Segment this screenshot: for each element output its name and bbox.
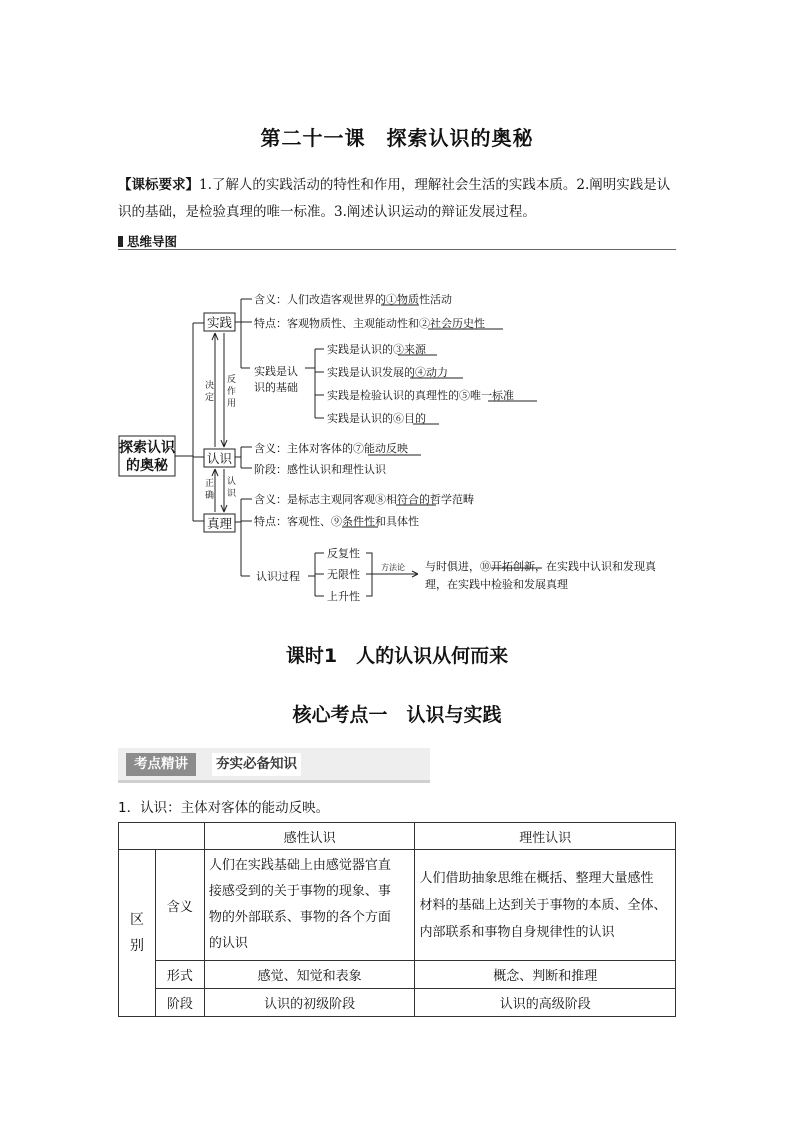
table-header-row — [119, 823, 676, 850]
stage-rational: 认识的高级阶段 — [415, 989, 676, 1017]
basis-item: 实践是认识的⑥目的 — [327, 412, 426, 425]
header-rational: 理性认识 — [415, 823, 676, 850]
decide-react-arrows — [215, 333, 224, 447]
cognition-node: 认识 — [206, 451, 233, 466]
cognition-stage: 阶段：感性认识和理性认识 — [254, 463, 386, 476]
truth-trait: 特点：客观性、⑨条件性和具体性 — [254, 515, 419, 528]
process-label: 认识过程 — [256, 570, 300, 583]
point-1: 1．认识：主体对客体的能动反映。 — [118, 800, 330, 816]
method-line-2: 理，在实践中检验和发展真理 — [425, 578, 568, 591]
method-label: 方法论 — [381, 563, 405, 572]
root-line-2: 的奥秘 — [126, 458, 168, 474]
truth-meaning: 含义：是标志主观同客观⑧相符合的哲学范畴 — [254, 493, 474, 506]
key-points-banner — [118, 748, 430, 783]
method-arrow — [366, 553, 418, 596]
practice-meaning: 含义：人们改造客观世界的①物质性活动 — [254, 293, 452, 306]
row-label: 形式 — [155, 961, 204, 989]
cognition-bracket — [235, 447, 252, 468]
process-bracket — [308, 553, 324, 596]
requirements-text: 1.了解人的实践活动的特性和作用，理解社会生活的实践本质。2.阐明实践是认识的基础，是检验真理的唯一标准。3.阐述认识运动的辩证发展过程。 — [118, 177, 671, 220]
arrowheads-1 — [212, 333, 227, 447]
react-3: 用 — [227, 399, 237, 409]
correct-2: 确 — [205, 491, 215, 501]
process-item: 上升性 — [327, 590, 360, 603]
page-title: 第二十一课 探索认识的奥秘 — [260, 126, 534, 150]
truth-node: 真理 — [206, 516, 233, 531]
basis-label-2: 识的基础 — [254, 381, 298, 394]
group-label: 区 别 — [119, 850, 156, 1017]
cognition-meaning: 含义：主体对客体的⑦能动反映 — [254, 442, 408, 455]
row-label: 阶段 — [155, 989, 204, 1017]
react-1: 反 — [227, 375, 237, 385]
table-row — [119, 850, 676, 961]
basis-item: 实践是认识发展的④动力 — [327, 366, 448, 379]
meaning-rational: 人们借助抽象思维在概括、整理大量感性 材料的基础上达到关于事物的本质、全体、 内部联系和事物自身规律性的认识 — [415, 850, 676, 961]
react-2: 作 — [227, 387, 237, 397]
comparison-table — [118, 822, 676, 1017]
truth-bracket — [235, 499, 252, 576]
form-perceptual: 感觉、知觉和表象 — [204, 961, 415, 989]
decide-2: 定 — [205, 393, 215, 403]
root-bracket — [175, 323, 204, 521]
lesson-title: 课时1 人的认识从何而来 — [285, 645, 509, 667]
method-line-1: 与时俱进，⑩开拓创新，在实践中认识和发现真 — [425, 560, 656, 573]
decide-1: 决 — [205, 381, 215, 391]
correct-know-arrows — [215, 469, 224, 512]
practice-node: 实践 — [206, 315, 233, 330]
basis-label-1: 实践是认 — [254, 365, 298, 378]
process-item: 无限性 — [327, 568, 360, 581]
basis-item: 实践是认识的③来源 — [327, 343, 426, 356]
process-item: 反复性 — [327, 547, 360, 560]
know-2: 识 — [227, 489, 237, 499]
row-label: 含义 — [155, 850, 204, 961]
practice-trait: 特点：客观物质性、主观能动性和②社会历史性 — [254, 317, 485, 330]
meaning-perceptual: 人们在实践基础上由感觉器官直 接感受到的关于事物的现象、事 物的外部联系、事物的各个方面 的认识 — [204, 850, 415, 961]
root-line-1: 探索认识 — [119, 440, 175, 456]
banner-left: 考点精讲 — [126, 753, 196, 776]
correct-1: 正 — [205, 479, 215, 489]
table-row — [119, 989, 676, 1017]
basis-bracket — [305, 349, 324, 418]
header-perceptual: 感性认识 — [204, 823, 415, 850]
basis-item: 实践是检验认识的真理性的⑤唯一标准 — [327, 389, 514, 402]
practice-bracket — [235, 299, 252, 368]
banner-right: 夯实必备知识 — [212, 753, 301, 776]
table-row — [119, 961, 676, 989]
know-1: 认 — [227, 477, 237, 487]
mindmap-label: 思维导图 — [127, 234, 178, 249]
arrowheads-2 — [212, 469, 227, 512]
form-rational: 概念、判断和推理 — [415, 961, 676, 989]
section-title: 核心考点一 认识与实践 — [292, 704, 502, 726]
stage-perceptual: 认识的初级阶段 — [204, 989, 415, 1017]
requirements-tag: 【课标要求】 — [118, 177, 199, 193]
